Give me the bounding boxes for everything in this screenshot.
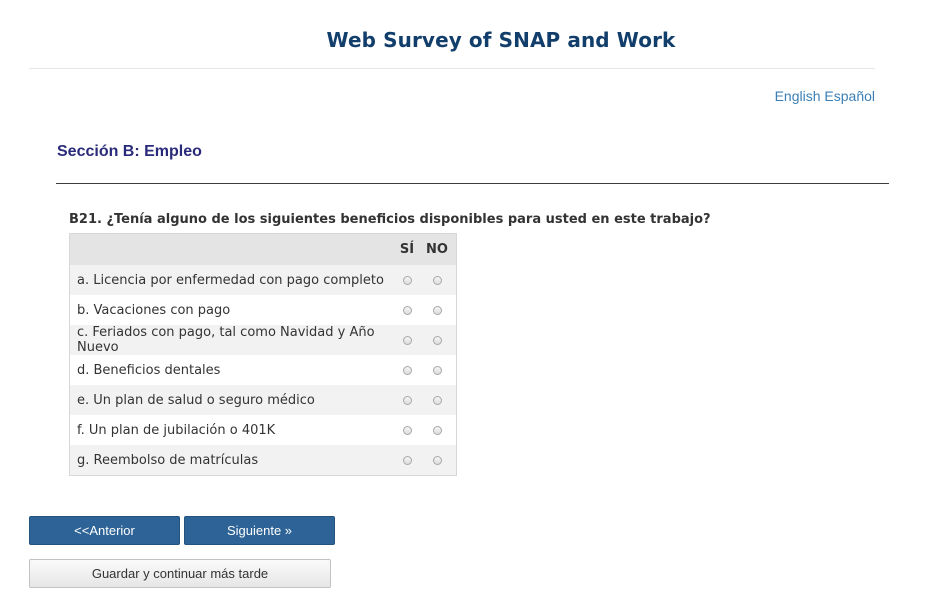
radio-no-e[interactable] [433, 396, 442, 405]
grid-header-blank [70, 234, 392, 265]
grid-row-f [70, 415, 456, 445]
row-label: b. Vacaciones con pago [77, 302, 231, 318]
language-switcher [775, 88, 875, 104]
radio-yes-e[interactable] [403, 396, 412, 405]
row-label: c. Feriados con pago, tal como Navidad y Año Nuevo [77, 325, 375, 355]
radio-yes-g[interactable] [403, 456, 412, 465]
section-title: Sección B: Empleo [57, 143, 202, 160]
previous-button[interactable]: <<Anterior [29, 516, 180, 545]
radio-no-c[interactable] [433, 336, 442, 345]
next-button[interactable]: Siguiente » [184, 516, 335, 545]
grid-row-a [70, 265, 456, 295]
english-link[interactable]: English [774, 88, 821, 104]
radio-no-d[interactable] [433, 366, 442, 375]
radio-yes-f[interactable] [403, 426, 412, 435]
spanish-link[interactable]: Español [824, 88, 875, 104]
radio-yes-b[interactable] [403, 306, 412, 315]
grid-row-e [70, 385, 456, 415]
question-grid [69, 233, 457, 476]
radio-no-f[interactable] [433, 426, 442, 435]
row-label: g. Reembolso de matrículas [77, 452, 259, 468]
row-label: a. Licencia por enfermedad con pago completo [77, 272, 384, 288]
radio-yes-a[interactable] [403, 276, 412, 285]
radio-no-g[interactable] [433, 456, 442, 465]
grid-row-d [70, 355, 456, 385]
survey-title: Web Survey of SNAP and Work [326, 28, 676, 52]
radio-no-b[interactable] [433, 306, 442, 315]
grid-row-c [70, 325, 456, 355]
column-header-yes: SÍ [399, 242, 415, 257]
grid-row-b [70, 295, 456, 325]
row-label: d. Beneficios dentales [77, 362, 221, 378]
radio-no-a[interactable] [433, 276, 442, 285]
row-label: e. Un plan de salud o seguro médico [77, 392, 315, 408]
radio-yes-c[interactable] [403, 336, 412, 345]
section-divider [56, 183, 889, 184]
column-header-no: NO [426, 242, 448, 257]
grid-row-g [70, 445, 456, 475]
header-divider [29, 68, 875, 69]
radio-yes-d[interactable] [403, 366, 412, 375]
question-text: B21. ¿Tenía alguno de los siguientes beneficios disponibles para usted en este trabajo? [69, 212, 711, 227]
row-label: f. Un plan de jubilación o 401K [77, 422, 276, 438]
save-continue-later-button[interactable]: Guardar y continuar más tarde [29, 559, 331, 588]
grid-header-row [70, 234, 456, 265]
